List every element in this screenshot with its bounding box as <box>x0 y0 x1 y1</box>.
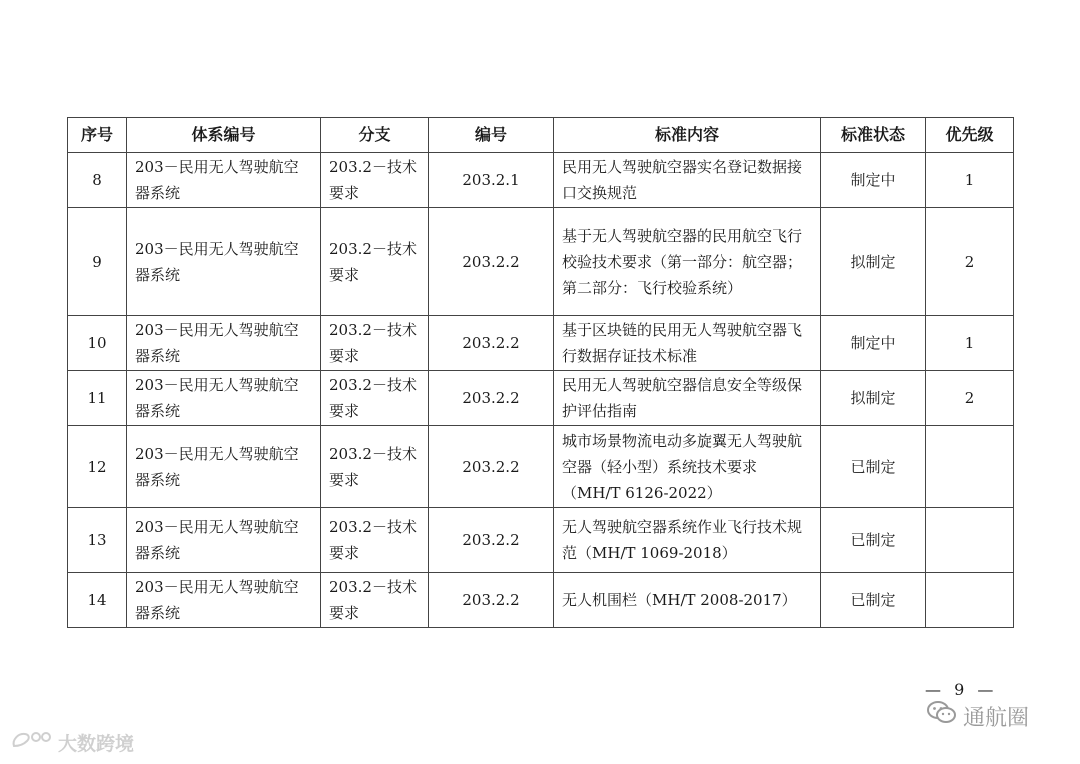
cell-content: 无人机围栏（MH/T 2008-2017） <box>554 573 821 628</box>
header-priority: 优先级 <box>926 118 1014 153</box>
cell-status: 已制定 <box>821 508 926 573</box>
cell-system: 203－民用无人驾驶航空器系统 <box>127 316 321 371</box>
cell-branch: 203.2－技术要求 <box>321 316 429 371</box>
watermark-right <box>927 700 1029 732</box>
header-status: 标准状态 <box>821 118 926 153</box>
header-code: 编号 <box>429 118 554 153</box>
cell-priority <box>926 508 1014 573</box>
cell-serial: 12 <box>68 426 127 508</box>
wechat-icon <box>927 700 957 732</box>
cell-branch: 203.2－技术要求 <box>321 371 429 426</box>
cell-code: 203.2.2 <box>429 208 554 316</box>
cell-system: 203－民用无人驾驶航空器系统 <box>127 508 321 573</box>
cell-priority: 1 <box>926 316 1014 371</box>
cell-branch: 203.2－技术要求 <box>321 508 429 573</box>
cell-content: 城市场景物流电动多旋翼无人驾驶航空器（轻小型）系统技术要求（MH/T 6126-2022） <box>554 426 821 508</box>
cell-priority <box>926 426 1014 508</box>
cell-status: 拟制定 <box>821 371 926 426</box>
cell-serial: 10 <box>68 316 127 371</box>
cell-content: 基于区块链的民用无人驾驶航空器飞行数据存证技术标准 <box>554 316 821 371</box>
cell-system: 203－民用无人驾驶航空器系统 <box>127 573 321 628</box>
table-row <box>68 573 1014 628</box>
cell-serial: 9 <box>68 208 127 316</box>
cell-serial: 8 <box>68 153 127 208</box>
weibo-icon <box>10 728 54 757</box>
header-branch: 分支 <box>321 118 429 153</box>
cell-branch: 203.2－技术要求 <box>321 573 429 628</box>
watermark-left-text: 大数跨境 <box>58 733 135 755</box>
watermark-right-text: 通航圈 <box>963 705 1030 731</box>
cell-serial: 11 <box>68 371 127 426</box>
table-row <box>68 208 1014 316</box>
header-system-code: 体系编号 <box>127 118 321 153</box>
watermark-left <box>10 728 134 757</box>
cell-system: 203－民用无人驾驶航空器系统 <box>127 371 321 426</box>
cell-priority: 2 <box>926 208 1014 316</box>
cell-status: 拟制定 <box>821 208 926 316</box>
cell-status: 已制定 <box>821 573 926 628</box>
cell-serial: 13 <box>68 508 127 573</box>
cell-status: 已制定 <box>821 426 926 508</box>
table-row <box>68 508 1014 573</box>
header-content: 标准内容 <box>554 118 821 153</box>
cell-content: 无人驾驶航空器系统作业飞行技术规范（MH/T 1069-2018） <box>554 508 821 573</box>
cell-code: 203.2.2 <box>429 508 554 573</box>
cell-content: 民用无人驾驶航空器信息安全等级保护评估指南 <box>554 371 821 426</box>
cell-code: 203.2.2 <box>429 371 554 426</box>
cell-priority: 2 <box>926 371 1014 426</box>
table-row <box>68 316 1014 371</box>
page-number: — 9 — <box>925 680 998 699</box>
cell-system: 203－民用无人驾驶航空器系统 <box>127 208 321 316</box>
cell-content: 民用无人驾驶航空器实名登记数据接口交换规范 <box>554 153 821 208</box>
header-serial: 序号 <box>68 118 127 153</box>
cell-system: 203－民用无人驾驶航空器系统 <box>127 153 321 208</box>
cell-serial: 14 <box>68 573 127 628</box>
cell-branch: 203.2－技术要求 <box>321 426 429 508</box>
table-row <box>68 426 1014 508</box>
table-row <box>68 153 1014 208</box>
cell-priority: 1 <box>926 153 1014 208</box>
cell-code: 203.2.2 <box>429 573 554 628</box>
table-row <box>68 371 1014 426</box>
cell-code: 203.2.1 <box>429 153 554 208</box>
cell-system: 203－民用无人驾驶航空器系统 <box>127 426 321 508</box>
standards-table <box>67 117 1014 628</box>
cell-status: 制定中 <box>821 153 926 208</box>
cell-content: 基于无人驾驶航空器的民用航空飞行校验技术要求（第一部分：航空器；第二部分：飞行校验系统） <box>554 208 821 316</box>
cell-code: 203.2.2 <box>429 426 554 508</box>
cell-branch: 203.2－技术要求 <box>321 208 429 316</box>
cell-code: 203.2.2 <box>429 316 554 371</box>
cell-status: 制定中 <box>821 316 926 371</box>
cell-priority <box>926 573 1014 628</box>
table-header-row <box>68 118 1014 153</box>
cell-branch: 203.2－技术要求 <box>321 153 429 208</box>
